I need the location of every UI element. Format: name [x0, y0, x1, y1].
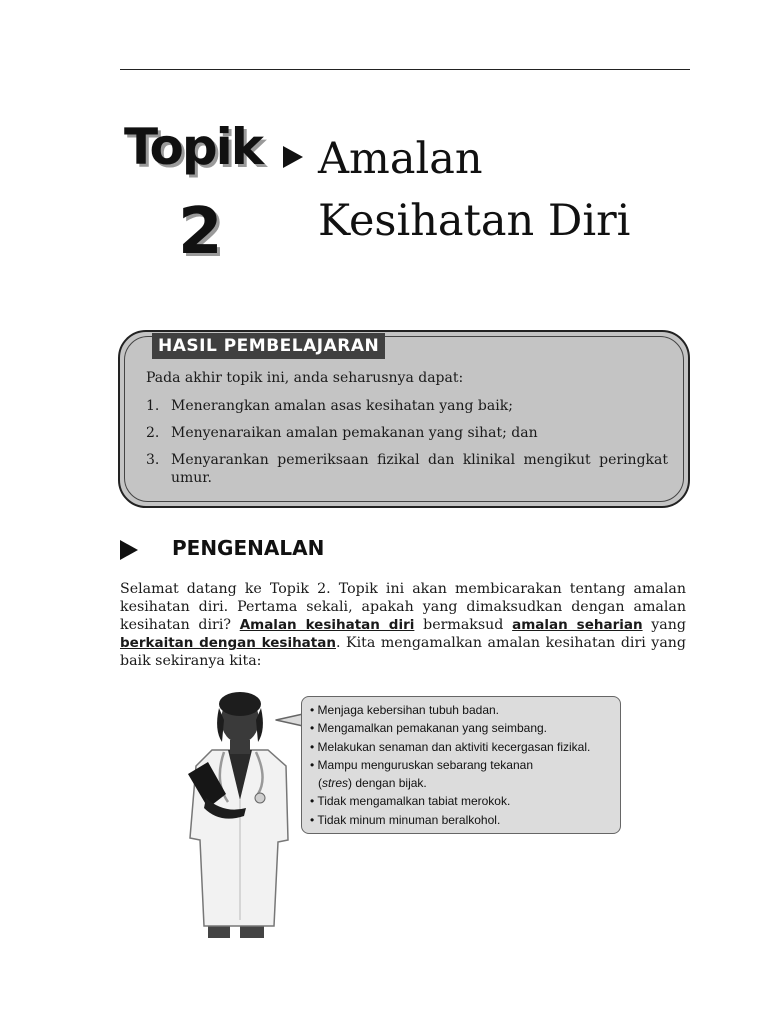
list-item-number: 3.: [146, 452, 160, 468]
topic-number: 2: [178, 195, 223, 269]
paragraph-text: Selamat datang ke Topik 2. Topik ini akan membicarakan tentang amalan kesihatan diri. Pertama sekali, apakah yang dimaksudkan dengan amalan kesihatan diri?: [120, 581, 686, 633]
list-item-text: Menerangkan amalan asas kesihatan yang baik;: [171, 398, 513, 414]
learning-outcomes-label: HASIL PEMBELAJARAN: [152, 333, 385, 359]
list-item-continuation: [310, 774, 620, 792]
learning-outcomes-intro: Pada akhir topik ini, anda seharusnya dapat:: [146, 370, 464, 386]
list-item: • Melakukan senaman dan aktiviti kecergasan fizikal.: [310, 739, 591, 754]
section-heading: PENGENALAN: [172, 536, 325, 560]
list-item: • Mampu menguruskan sebarang tekanan: [310, 757, 534, 772]
paren-open: (: [318, 776, 322, 791]
list-item: [146, 397, 668, 415]
list-item: • Mengamalkan pemakanan yang seimbang.: [310, 721, 548, 736]
list-item: • Tidak minum minuman beralkohol.: [310, 812, 501, 827]
continuation-text: ) dengan bijak.: [348, 776, 427, 791]
list-item-text: Menyarankan pemeriksaan fizikal dan klinikal mengikut peringkat umur.: [171, 452, 668, 486]
list-item-text: Menyenaraikan amalan pemakanan yang sihat; dan: [171, 425, 538, 441]
section-arrow-icon: [120, 540, 138, 560]
paragraph-text: yang: [642, 617, 686, 633]
paragraph-text: . Kita mengamalkan amalan kesihatan diri yang baik sekiranya kita:: [120, 635, 686, 669]
speech-bubble-list: [310, 701, 620, 829]
key-term: amalan seharian: [512, 617, 643, 633]
list-item: [146, 424, 668, 442]
paragraph-text: bermaksud: [414, 617, 513, 633]
title-arrow-icon: [283, 146, 303, 168]
key-term: Amalan kesihatan diri: [239, 617, 415, 633]
page-title: [318, 128, 630, 252]
page-title-line2: Kesihatan Diri: [318, 196, 631, 246]
top-rule: [120, 69, 690, 70]
key-term: berkaitan dengan kesihatan: [120, 635, 336, 651]
topic-label: Topik: [124, 118, 262, 176]
intro-paragraph: [120, 580, 686, 670]
page-title-line1: Amalan: [318, 134, 483, 184]
learning-outcomes-list: [146, 397, 668, 496]
list-item-number: 1.: [146, 398, 160, 414]
doctor-illustration: [184, 690, 296, 946]
list-item-number: 2.: [146, 425, 160, 441]
list-item: [146, 451, 668, 487]
list-item: • Menjaga kebersihan tubuh badan.: [310, 703, 500, 717]
italic-term: stres: [322, 776, 349, 791]
list-item: • Tidak mengamalkan tabiat merokok.: [310, 794, 511, 809]
